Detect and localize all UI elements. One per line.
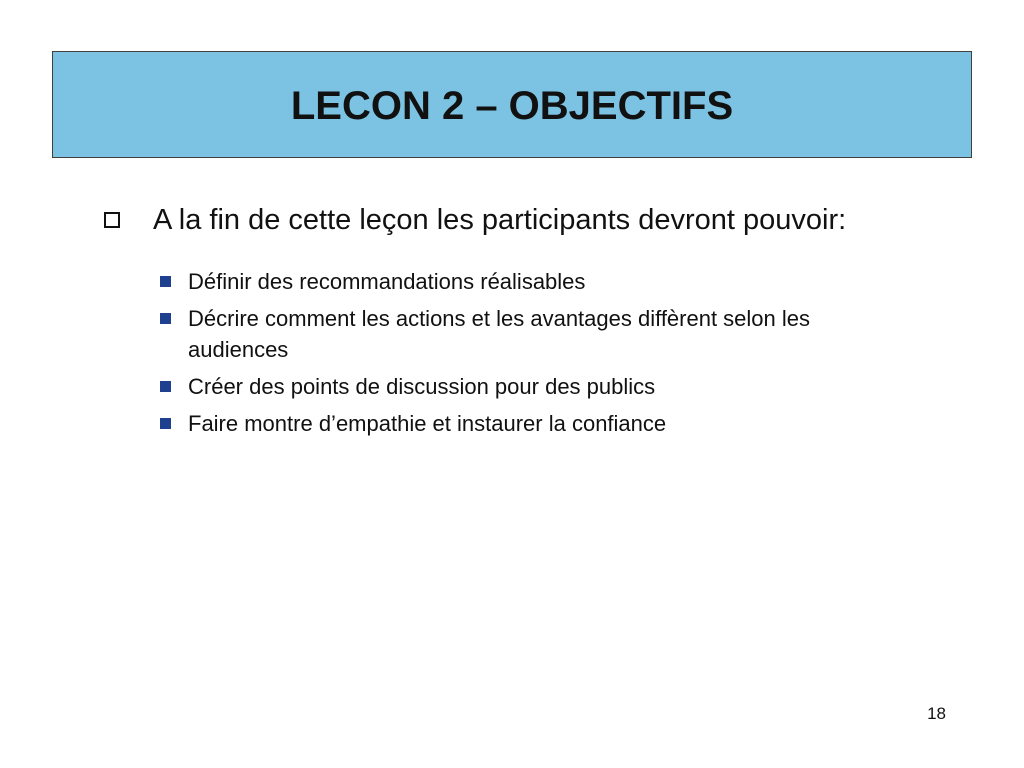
intro-text: A la fin de cette leçon les participants devront pouvoir: bbox=[153, 204, 847, 236]
intro-bullet bbox=[104, 199, 846, 241]
square-bullet-icon bbox=[160, 381, 171, 392]
objective-text: Faire montre d’empathie et instaurer la confiance bbox=[188, 411, 667, 436]
objective-text: Définir des recommandations réalisables bbox=[188, 269, 586, 294]
list-item bbox=[160, 303, 818, 365]
hollow-square-bullet-icon bbox=[104, 212, 120, 228]
page-number: 18 bbox=[927, 704, 946, 723]
list-item bbox=[160, 266, 818, 297]
objective-text: Décrire comment les actions et les avantages diffèrent selon les audiences bbox=[188, 306, 811, 362]
square-bullet-icon bbox=[160, 276, 171, 287]
square-bullet-icon bbox=[160, 313, 171, 324]
title-banner bbox=[52, 51, 972, 158]
list-item bbox=[160, 408, 818, 439]
slide-title: LECON 2 – OBJECTIFS bbox=[290, 84, 734, 128]
objectives-list bbox=[160, 266, 818, 445]
list-item bbox=[160, 371, 818, 402]
square-bullet-icon bbox=[160, 418, 171, 429]
objective-text: Créer des points de discussion pour des publics bbox=[188, 374, 656, 399]
